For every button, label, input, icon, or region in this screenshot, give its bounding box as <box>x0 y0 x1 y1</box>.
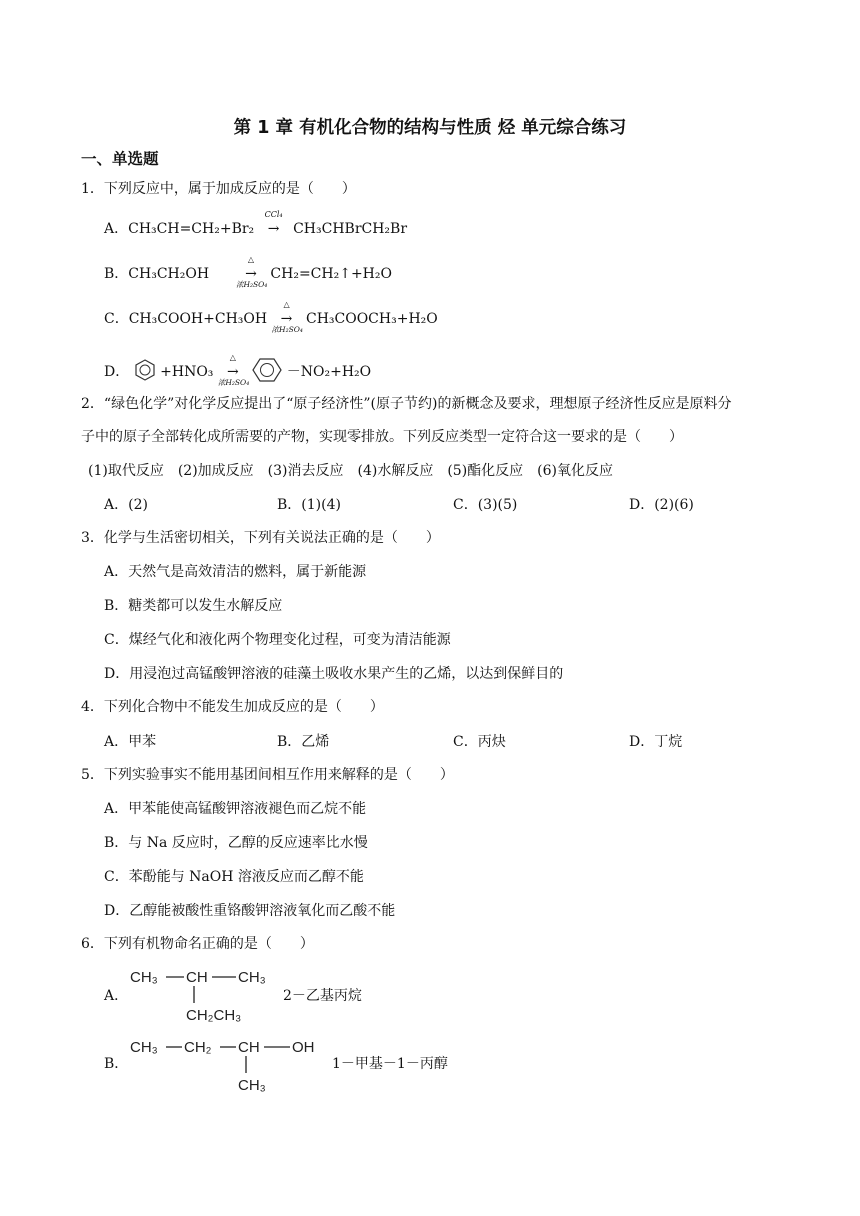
option-label: D． <box>104 364 130 380</box>
question-1-stem: 1．下列反应中，属于加成反应的是（ ） <box>81 181 356 197</box>
question-6-option-a-name: 2－乙基丙烷 <box>283 988 362 1004</box>
question-4-option-a[interactable]: A．甲苯 <box>104 734 157 750</box>
carbon-ch3-left: CH₃ <box>130 1039 158 1056</box>
products: CH₃CHBrCH₂Br <box>293 221 408 237</box>
reaction-condition-heat: △ <box>229 353 236 362</box>
option-label: C． <box>104 311 129 327</box>
reaction-condition-heat: △ <box>247 255 255 264</box>
question-6-option-a-structure <box>128 962 278 1029</box>
reaction-condition: CCl₄ <box>264 210 283 219</box>
reactants: +HNO₃ <box>160 364 214 380</box>
reaction-condition-catalyst: 浓H₂SO₄ <box>217 378 250 387</box>
reaction-condition-heat: △ <box>283 300 290 309</box>
products: CH₃COOCH₃+H₂O <box>305 311 438 327</box>
question-5-option-b[interactable]: B．与 Na 反应时，乙醇的反应速率比水慢 <box>104 835 368 851</box>
substituent-methyl: CH₃ <box>238 1077 266 1094</box>
option-label: B． <box>104 266 129 282</box>
question-2-option-b[interactable]: B．(1)(4) <box>277 497 341 513</box>
section-heading: 一、单选题 <box>81 150 159 168</box>
question-1-option-b[interactable] <box>104 255 392 289</box>
substituent-ethyl: CH₂CH₃ <box>186 1007 242 1024</box>
reaction-arrow: △ → 浓H₂SO₄ <box>235 255 268 289</box>
benzene-ring-icon <box>134 359 156 381</box>
reaction-condition-catalyst: 浓H₂SO₄ <box>271 325 303 334</box>
question-6-stem: 6．下列有机物命名正确的是（ ） <box>81 936 314 952</box>
carbon-ch2: CH₂ <box>184 1039 212 1056</box>
question-2-option-c[interactable]: C．(3)(5) <box>453 497 518 513</box>
question-5-option-d[interactable]: D．乙醇能被酸性重铬酸钾溶液氧化而乙酸不能 <box>104 903 396 919</box>
question-5-option-c[interactable]: C．苯酚能与 NaOH 溶液反应而乙醇不能 <box>104 869 364 885</box>
reactants: CH₃CH=CH₂+Br₂ <box>128 221 255 237</box>
question-6-option-b-name: 1－甲基－1－丙醇 <box>332 1056 448 1072</box>
carbon-ch3-left: CH₃ <box>130 969 158 986</box>
products: －NO₂+H₂O <box>286 364 372 380</box>
question-1-option-a[interactable] <box>104 210 408 237</box>
products: CH₂=CH₂↑+H₂O <box>270 266 392 282</box>
hydroxyl-group: OH <box>292 1039 315 1056</box>
question-5-option-a[interactable]: A．甲苯能使高锰酸钾溶液褪色而乙烷不能 <box>104 801 367 817</box>
carbon-ch3-right: CH₃ <box>238 969 266 986</box>
option-label: A． <box>104 221 129 237</box>
question-2-option-a[interactable]: A．(2) <box>104 497 148 513</box>
question-3-stem: 3．化学与生活密切相关，下列有关说法正确的是（ ） <box>81 530 440 546</box>
question-4-option-b[interactable]: B．乙烯 <box>277 734 330 750</box>
question-2-option-d[interactable]: D．(2)(6) <box>629 497 694 513</box>
question-1-option-d[interactable] <box>104 353 372 387</box>
question-4-stem: 4．下列化合物中不能发生加成反应的是（ ） <box>81 699 384 715</box>
question-2-stem-line2: 子中的原子全部转化成所需要的产物，实现零排放。下列反应类型一定符合这一要求的是（ ） <box>81 429 683 445</box>
page-title: 第 1 章 有机化合物的结构与性质 烃 单元综合练习 <box>233 118 627 138</box>
question-6-option-b-structure <box>128 1032 328 1099</box>
carbon-ch: CH <box>238 1039 260 1056</box>
question-6-option-a-label[interactable]: A． <box>104 988 129 1004</box>
question-2-stem-line1: 2．“绿色化学”对化学反应提出了“原子经济性”(原子节约)的新概念及要求，理想原子经济性反应是原料分 <box>81 396 732 412</box>
reaction-arrow: △ → 浓H₂SO₄ <box>217 353 250 387</box>
reactants: CH₃CH₂OH <box>128 266 210 282</box>
benzene-ring-icon <box>252 357 282 383</box>
carbon-ch: CH <box>186 969 208 986</box>
question-3-option-d[interactable]: D．用浸泡过高锰酸钾溶液的硅藻土吸收水果产生的乙烯，以达到保鲜目的 <box>104 666 564 682</box>
question-3-option-b[interactable]: B．糖类都可以发生水解反应 <box>104 598 283 614</box>
question-4-option-c[interactable]: C．丙炔 <box>453 734 506 750</box>
question-2-reaction-list: (1)取代反应 (2)加成反应 (3)消去反应 (4)水解反应 (5)酯化反应 (6)氧化反应 <box>88 463 613 479</box>
reaction-condition-catalyst: 浓H₂SO₄ <box>235 280 268 289</box>
question-5-stem: 5．下列实验事实不能用基团间相互作用来解释的是（ ） <box>81 767 454 783</box>
question-4-option-d[interactable]: D．丁烷 <box>629 734 683 750</box>
reaction-arrow: △ → 浓H₂SO₄ <box>271 300 303 334</box>
question-3-option-a[interactable]: A．天然气是高效清洁的燃料，属于新能源 <box>104 564 367 580</box>
reaction-arrow: CCl₄ → <box>259 222 289 236</box>
question-3-option-c[interactable]: C．煤经气化和液化两个物理变化过程，可变为清洁能源 <box>104 632 451 648</box>
question-6-option-b-label[interactable]: B． <box>104 1056 129 1072</box>
reactants: CH₃COOH+CH₃OH <box>128 311 268 327</box>
question-1-option-c[interactable] <box>104 300 438 334</box>
